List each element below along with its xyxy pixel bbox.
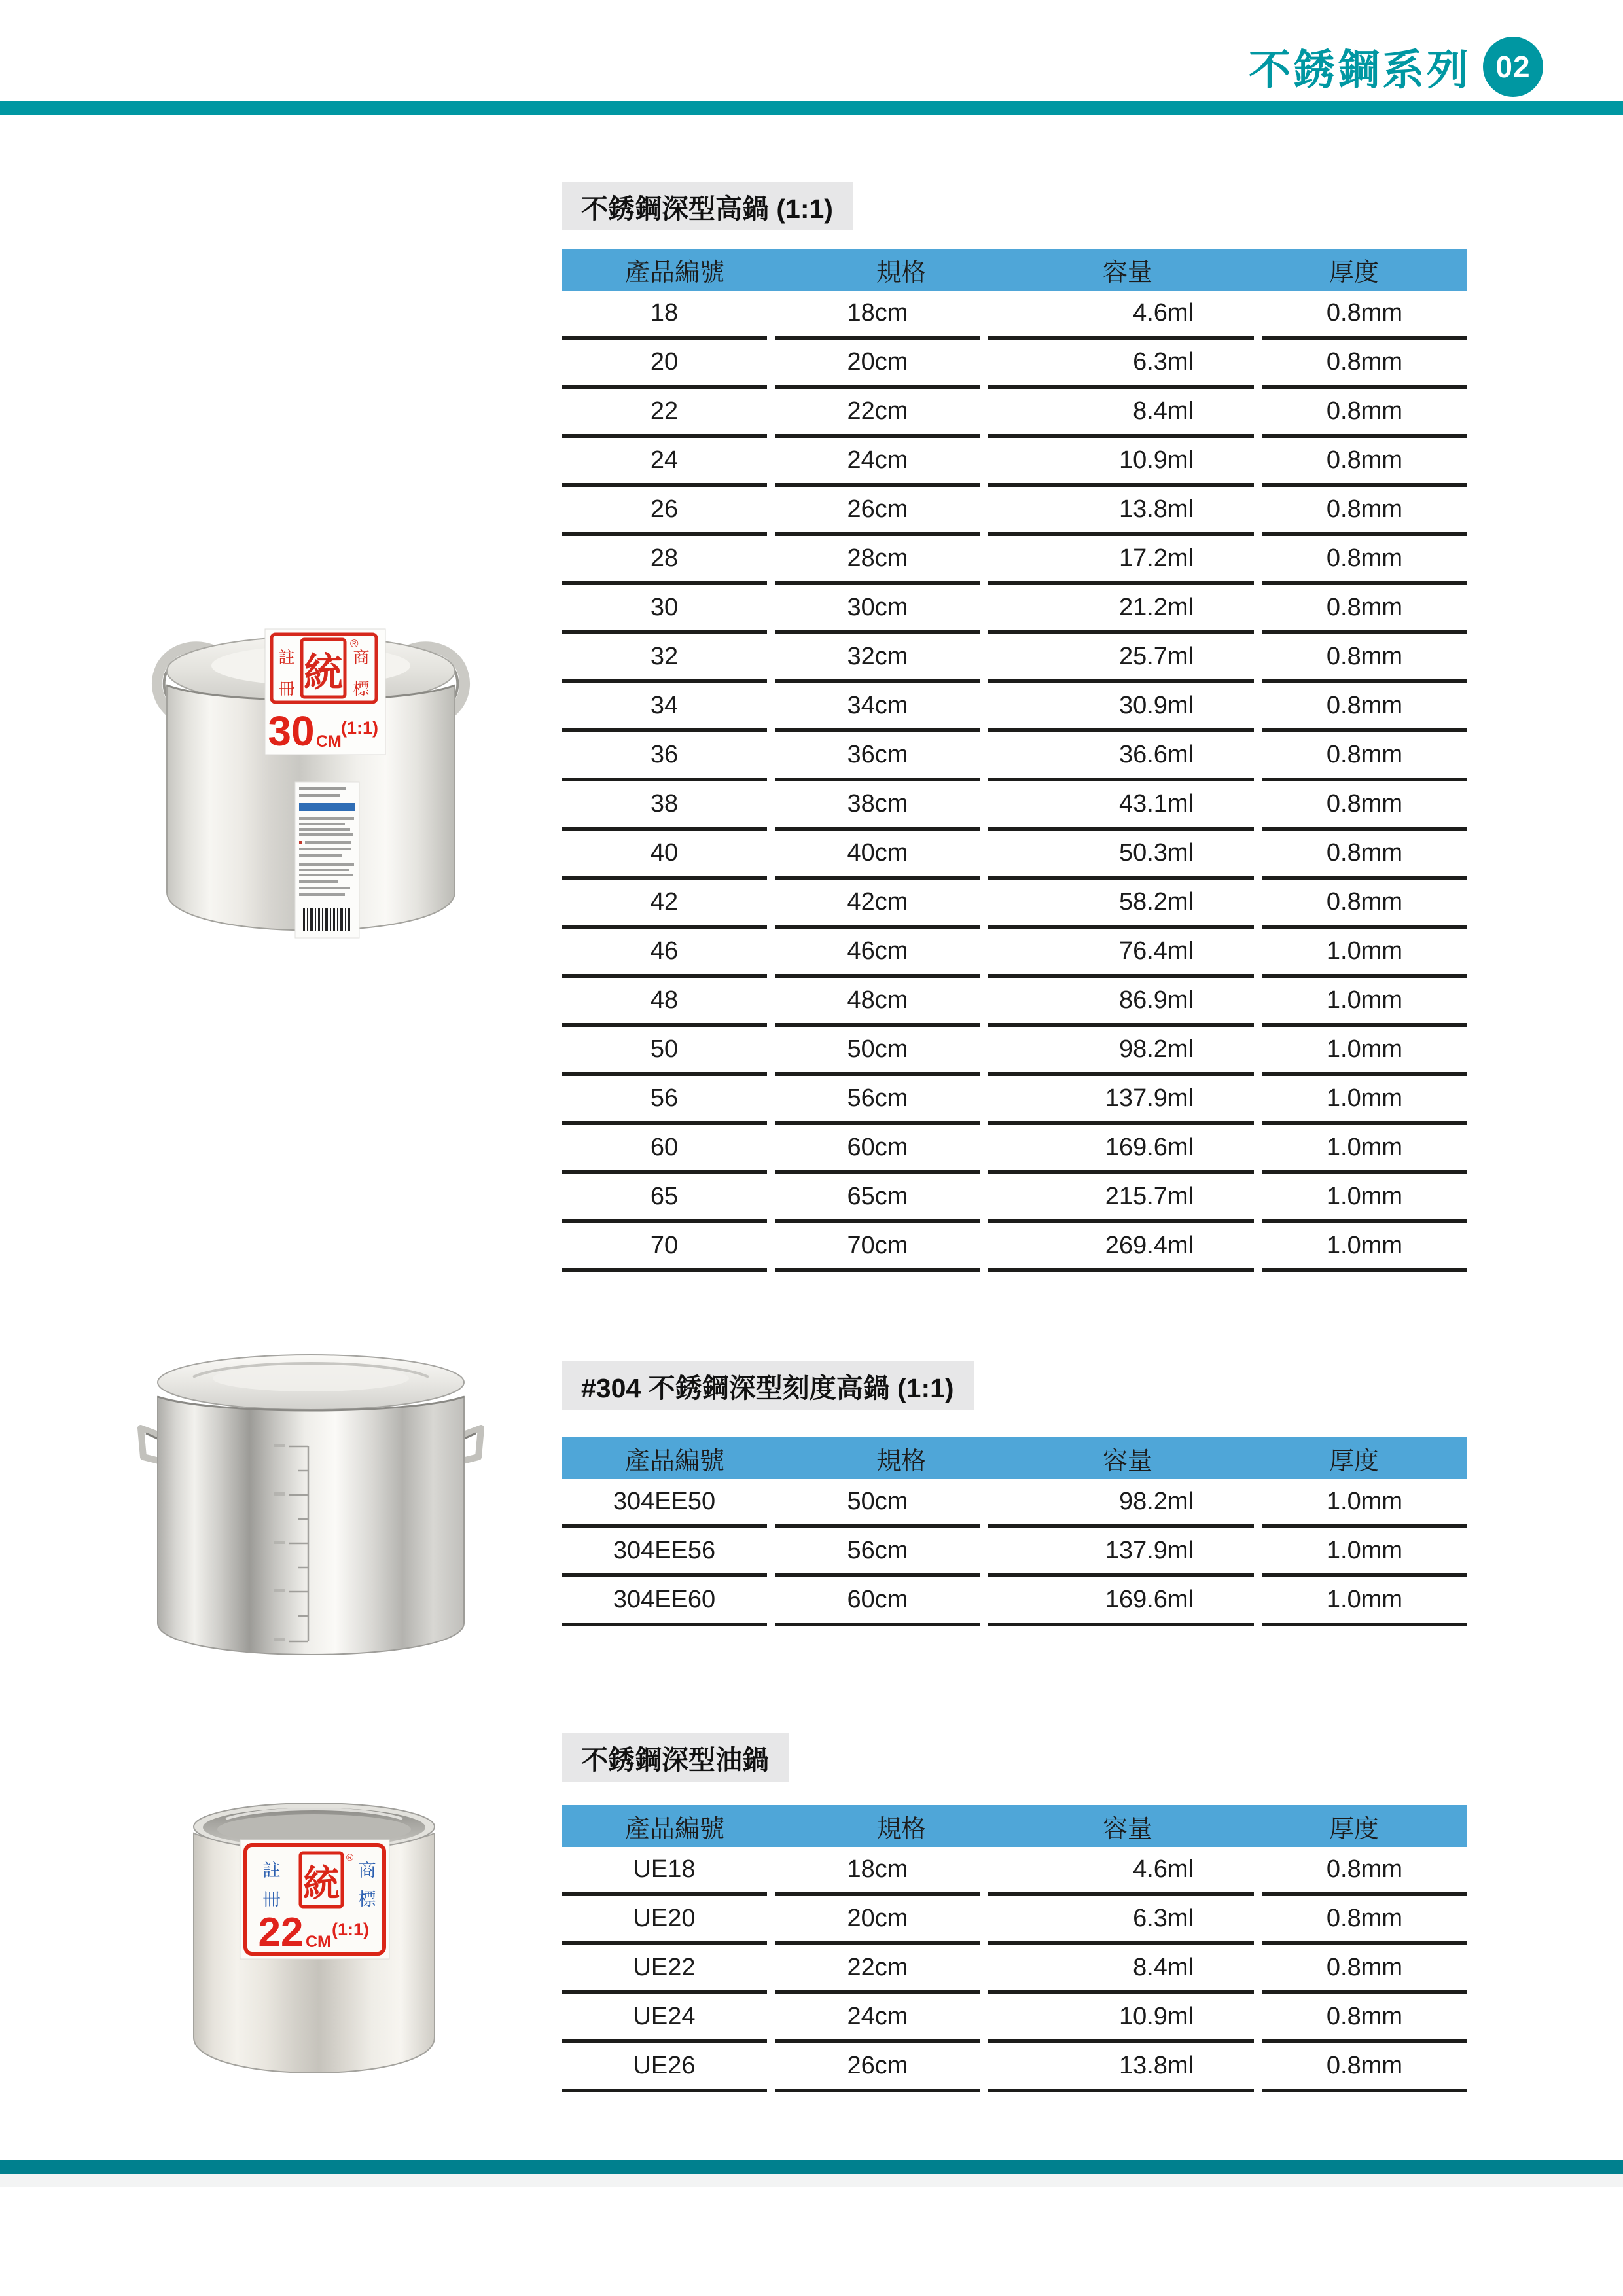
brand-label bbox=[240, 1840, 389, 1959]
thickness-cell: 1.0mm bbox=[1262, 1174, 1467, 1223]
table-row bbox=[562, 389, 1467, 438]
spec-size-cell: 30cm bbox=[775, 585, 980, 634]
registered-mark: ® bbox=[350, 637, 359, 650]
capacity-cell: 10.9ml bbox=[988, 1994, 1254, 2043]
capacity-cell: 50.3ml bbox=[988, 831, 1254, 880]
thickness-cell: 0.8mm bbox=[1262, 536, 1467, 585]
spec-table-deep-stockpot bbox=[562, 249, 1467, 1272]
size-number: 22 bbox=[258, 1910, 304, 1955]
thickness-cell: 1.0mm bbox=[1262, 1577, 1467, 1626]
column-header: 厚度 bbox=[1329, 259, 1379, 287]
table-row bbox=[562, 1896, 1467, 1945]
capacity-cell: 43.1ml bbox=[988, 781, 1254, 831]
table-row bbox=[562, 438, 1467, 487]
series-title: 不銹鋼系列 bbox=[1249, 46, 1471, 94]
table-row bbox=[562, 1223, 1467, 1272]
capacity-cell: 58.2ml bbox=[988, 880, 1254, 929]
spec-size-cell: 24cm bbox=[775, 438, 980, 487]
capacity-cell: 76.4ml bbox=[988, 929, 1254, 978]
table-row bbox=[562, 1174, 1467, 1223]
capacity-cell: 8.4ml bbox=[988, 1945, 1254, 1994]
capacity-cell: 13.8ml bbox=[988, 2043, 1254, 2092]
bottom-accent-bar bbox=[0, 2160, 1623, 2174]
column-header: 產品編號 bbox=[624, 1447, 724, 1475]
thickness-cell: 0.8mm bbox=[1262, 831, 1467, 880]
spec-size-cell: 60cm bbox=[775, 1577, 980, 1626]
table-row bbox=[562, 1577, 1467, 1626]
product-code-cell: 32 bbox=[562, 634, 767, 683]
spec-size-cell: 48cm bbox=[775, 978, 980, 1027]
spec-size-cell: 18cm bbox=[775, 291, 980, 340]
thickness-cell: 0.8mm bbox=[1262, 291, 1467, 340]
product-code-cell: 56 bbox=[562, 1076, 767, 1125]
thickness-cell: 0.8mm bbox=[1262, 880, 1467, 929]
table-header-row bbox=[562, 249, 1467, 291]
column-header: 容量 bbox=[1102, 1447, 1152, 1475]
product-photo-deep-stockpot bbox=[134, 586, 488, 988]
table-row bbox=[562, 781, 1467, 831]
bottom-page-edge bbox=[0, 2174, 1623, 2187]
capacity-cell: 269.4ml bbox=[988, 1223, 1254, 1272]
table-row bbox=[562, 1076, 1467, 1125]
thickness-cell: 0.8mm bbox=[1262, 781, 1467, 831]
column-header: 容量 bbox=[1102, 259, 1152, 287]
product-code-cell: 70 bbox=[562, 1223, 767, 1272]
table-row bbox=[562, 536, 1467, 585]
product-code-cell: UE22 bbox=[562, 1945, 767, 1994]
pot-lid bbox=[158, 1355, 464, 1410]
capacity-cell: 36.6ml bbox=[988, 732, 1254, 781]
product-code-cell: 22 bbox=[562, 389, 767, 438]
label-char-bottom-right: 標 bbox=[353, 680, 370, 698]
capacity-cell: 8.4ml bbox=[988, 389, 1254, 438]
brand-character: 統 bbox=[303, 1863, 340, 1904]
spec-size-cell: 26cm bbox=[775, 487, 980, 536]
product-code-cell: 18 bbox=[562, 291, 767, 340]
section-title-304-graduated-stockpot: #304 不銹鋼深型刻度高鍋 (1:1) bbox=[562, 1361, 974, 1410]
product-code-cell: 34 bbox=[562, 683, 767, 732]
thickness-cell: 1.0mm bbox=[1262, 1528, 1467, 1577]
label-char-top-right: 商 bbox=[358, 1861, 376, 1880]
thickness-cell: 0.8mm bbox=[1262, 732, 1467, 781]
thickness-cell: 0.8mm bbox=[1262, 585, 1467, 634]
thickness-cell: 1.0mm bbox=[1262, 1223, 1467, 1272]
spec-size-cell: 22cm bbox=[775, 389, 980, 438]
thickness-cell: 1.0mm bbox=[1262, 1125, 1467, 1174]
product-code-cell: 65 bbox=[562, 1174, 767, 1223]
thickness-cell: 0.8mm bbox=[1262, 1994, 1467, 2043]
spec-size-cell: 50cm bbox=[775, 1479, 980, 1528]
table-row bbox=[562, 1027, 1467, 1076]
spec-size-cell: 22cm bbox=[775, 1945, 980, 1994]
brand-character: 統 bbox=[304, 651, 343, 694]
table-row bbox=[562, 585, 1467, 634]
product-code-cell: 24 bbox=[562, 438, 767, 487]
thickness-cell: 1.0mm bbox=[1262, 929, 1467, 978]
table-row bbox=[562, 978, 1467, 1027]
product-code-cell: 46 bbox=[562, 929, 767, 978]
table-row bbox=[562, 831, 1467, 880]
capacity-cell: 25.7ml bbox=[988, 634, 1254, 683]
product-code-cell: 36 bbox=[562, 732, 767, 781]
table-row bbox=[562, 1945, 1467, 1994]
capacity-cell: 4.6ml bbox=[988, 291, 1254, 340]
capacity-cell: 137.9ml bbox=[988, 1528, 1254, 1577]
page-header bbox=[1249, 35, 1543, 98]
thickness-cell: 0.8mm bbox=[1262, 1847, 1467, 1896]
product-code-cell: 40 bbox=[562, 831, 767, 880]
table-row bbox=[562, 634, 1467, 683]
table-row bbox=[562, 340, 1467, 389]
spec-size-cell: 20cm bbox=[775, 340, 980, 389]
thickness-cell: 0.8mm bbox=[1262, 2043, 1467, 2092]
spec-size-cell: 28cm bbox=[775, 536, 980, 585]
label-char-bottom-left: 冊 bbox=[278, 680, 295, 698]
column-header: 產品編號 bbox=[624, 1815, 724, 1843]
table-row bbox=[562, 880, 1467, 929]
capacity-cell: 6.3ml bbox=[988, 1896, 1254, 1945]
capacity-cell: 17.2ml bbox=[988, 536, 1254, 585]
spec-size-cell: 34cm bbox=[775, 683, 980, 732]
spec-size-cell: 40cm bbox=[775, 831, 980, 880]
table-header-row bbox=[562, 1805, 1467, 1847]
product-code-cell: 42 bbox=[562, 880, 767, 929]
page-number-badge: 02 bbox=[1483, 37, 1543, 97]
table-row bbox=[562, 929, 1467, 978]
product-code-cell: 50 bbox=[562, 1027, 767, 1076]
product-code-cell: 30 bbox=[562, 585, 767, 634]
product-code-cell: UE26 bbox=[562, 2043, 767, 2092]
spec-size-cell: 32cm bbox=[775, 634, 980, 683]
capacity-cell: 169.6ml bbox=[988, 1577, 1254, 1626]
product-code-cell: 304EE50 bbox=[562, 1479, 767, 1528]
spec-size-cell: 38cm bbox=[775, 781, 980, 831]
product-code-cell: 60 bbox=[562, 1125, 767, 1174]
thickness-cell: 0.8mm bbox=[1262, 1896, 1467, 1945]
table-row bbox=[562, 732, 1467, 781]
table-row bbox=[562, 1847, 1467, 1896]
column-header: 規格 bbox=[876, 1815, 926, 1843]
spec-size-cell: 26cm bbox=[775, 2043, 980, 2092]
capacity-cell: 215.7ml bbox=[988, 1174, 1254, 1223]
product-code-cell: UE18 bbox=[562, 1847, 767, 1896]
section-title-deep-oil-pot: 不銹鋼深型油鍋 bbox=[562, 1733, 789, 1782]
product-code-cell: 28 bbox=[562, 536, 767, 585]
brand-label bbox=[265, 629, 385, 755]
table-row bbox=[562, 1994, 1467, 2043]
table-row bbox=[562, 1479, 1467, 1528]
top-accent-bar bbox=[0, 101, 1623, 115]
table-row bbox=[562, 683, 1467, 732]
product-photo-graduated-stockpot bbox=[134, 1348, 488, 1689]
table-row bbox=[562, 487, 1467, 536]
capacity-cell: 98.2ml bbox=[988, 1027, 1254, 1076]
capacity-cell: 30.9ml bbox=[988, 683, 1254, 732]
table-row bbox=[562, 2043, 1467, 2092]
spec-table-304-graduated-stockpot bbox=[562, 1437, 1467, 1626]
product-code-cell: 20 bbox=[562, 340, 767, 389]
column-header: 厚度 bbox=[1329, 1447, 1379, 1475]
table-row bbox=[562, 291, 1467, 340]
thickness-cell: 0.8mm bbox=[1262, 1945, 1467, 1994]
capacity-cell: 86.9ml bbox=[988, 978, 1254, 1027]
table-row bbox=[562, 1125, 1467, 1174]
thickness-cell: 0.8mm bbox=[1262, 438, 1467, 487]
pot-body bbox=[158, 1397, 464, 1655]
capacity-cell: 13.8ml bbox=[988, 487, 1254, 536]
capacity-cell: 10.9ml bbox=[988, 438, 1254, 487]
thickness-cell: 0.8mm bbox=[1262, 634, 1467, 683]
spec-size-cell: 36cm bbox=[775, 732, 980, 781]
column-header: 產品編號 bbox=[624, 259, 724, 287]
spec-size-cell: 56cm bbox=[775, 1528, 980, 1577]
spec-table-deep-oil-pot bbox=[562, 1805, 1467, 2092]
spec-sticker bbox=[295, 782, 359, 938]
size-unit: CM bbox=[306, 1933, 331, 1951]
product-photo-deep-oil-pot bbox=[173, 1797, 455, 2117]
spec-size-cell: 60cm bbox=[775, 1125, 980, 1174]
spec-size-cell: 46cm bbox=[775, 929, 980, 978]
thickness-cell: 0.8mm bbox=[1262, 340, 1467, 389]
thickness-cell: 0.8mm bbox=[1262, 487, 1467, 536]
size-unit: CM bbox=[316, 732, 342, 751]
product-code-cell: 304EE60 bbox=[562, 1577, 767, 1626]
product-code-cell: 48 bbox=[562, 978, 767, 1027]
spec-size-cell: 65cm bbox=[775, 1174, 980, 1223]
spec-size-cell: 56cm bbox=[775, 1076, 980, 1125]
column-header: 容量 bbox=[1102, 1815, 1152, 1843]
capacity-cell: 4.6ml bbox=[988, 1847, 1254, 1896]
product-code-cell: 26 bbox=[562, 487, 767, 536]
label-char-bottom-left: 冊 bbox=[262, 1890, 281, 1909]
product-code-cell: 38 bbox=[562, 781, 767, 831]
table-header-row bbox=[562, 1437, 1467, 1479]
product-code-cell: 304EE56 bbox=[562, 1528, 767, 1577]
size-ratio: (1:1) bbox=[332, 1920, 370, 1939]
capacity-cell: 21.2ml bbox=[988, 585, 1254, 634]
thickness-cell: 1.0mm bbox=[1262, 1027, 1467, 1076]
spec-size-cell: 70cm bbox=[775, 1223, 980, 1272]
spec-size-cell: 24cm bbox=[775, 1994, 980, 2043]
product-code-cell: UE24 bbox=[562, 1994, 767, 2043]
capacity-cell: 6.3ml bbox=[988, 340, 1254, 389]
size-number: 30 bbox=[268, 708, 315, 755]
spec-size-cell: 20cm bbox=[775, 1896, 980, 1945]
spec-size-cell: 42cm bbox=[775, 880, 980, 929]
thickness-cell: 1.0mm bbox=[1262, 1479, 1467, 1528]
label-char-top-left: 註 bbox=[278, 649, 295, 667]
registered-mark: ® bbox=[346, 1852, 354, 1863]
thickness-cell: 0.8mm bbox=[1262, 683, 1467, 732]
capacity-cell: 169.6ml bbox=[988, 1125, 1254, 1174]
size-ratio: (1:1) bbox=[341, 718, 379, 738]
spec-size-cell: 50cm bbox=[775, 1027, 980, 1076]
column-header: 規格 bbox=[876, 259, 926, 287]
section-title-deep-stockpot: 不銹鋼深型高鍋 (1:1) bbox=[562, 182, 853, 230]
product-code-cell: UE20 bbox=[562, 1896, 767, 1945]
column-header: 厚度 bbox=[1329, 1815, 1379, 1843]
capacity-cell: 137.9ml bbox=[988, 1076, 1254, 1125]
thickness-cell: 1.0mm bbox=[1262, 978, 1467, 1027]
label-char-top-left: 註 bbox=[262, 1861, 281, 1880]
column-header: 規格 bbox=[876, 1447, 926, 1475]
capacity-cell: 98.2ml bbox=[988, 1479, 1254, 1528]
label-char-bottom-right: 標 bbox=[358, 1890, 376, 1909]
table-row bbox=[562, 1528, 1467, 1577]
thickness-cell: 0.8mm bbox=[1262, 389, 1467, 438]
spec-size-cell: 18cm bbox=[775, 1847, 980, 1896]
label-char-top-right: 商 bbox=[353, 649, 370, 667]
thickness-cell: 1.0mm bbox=[1262, 1076, 1467, 1125]
